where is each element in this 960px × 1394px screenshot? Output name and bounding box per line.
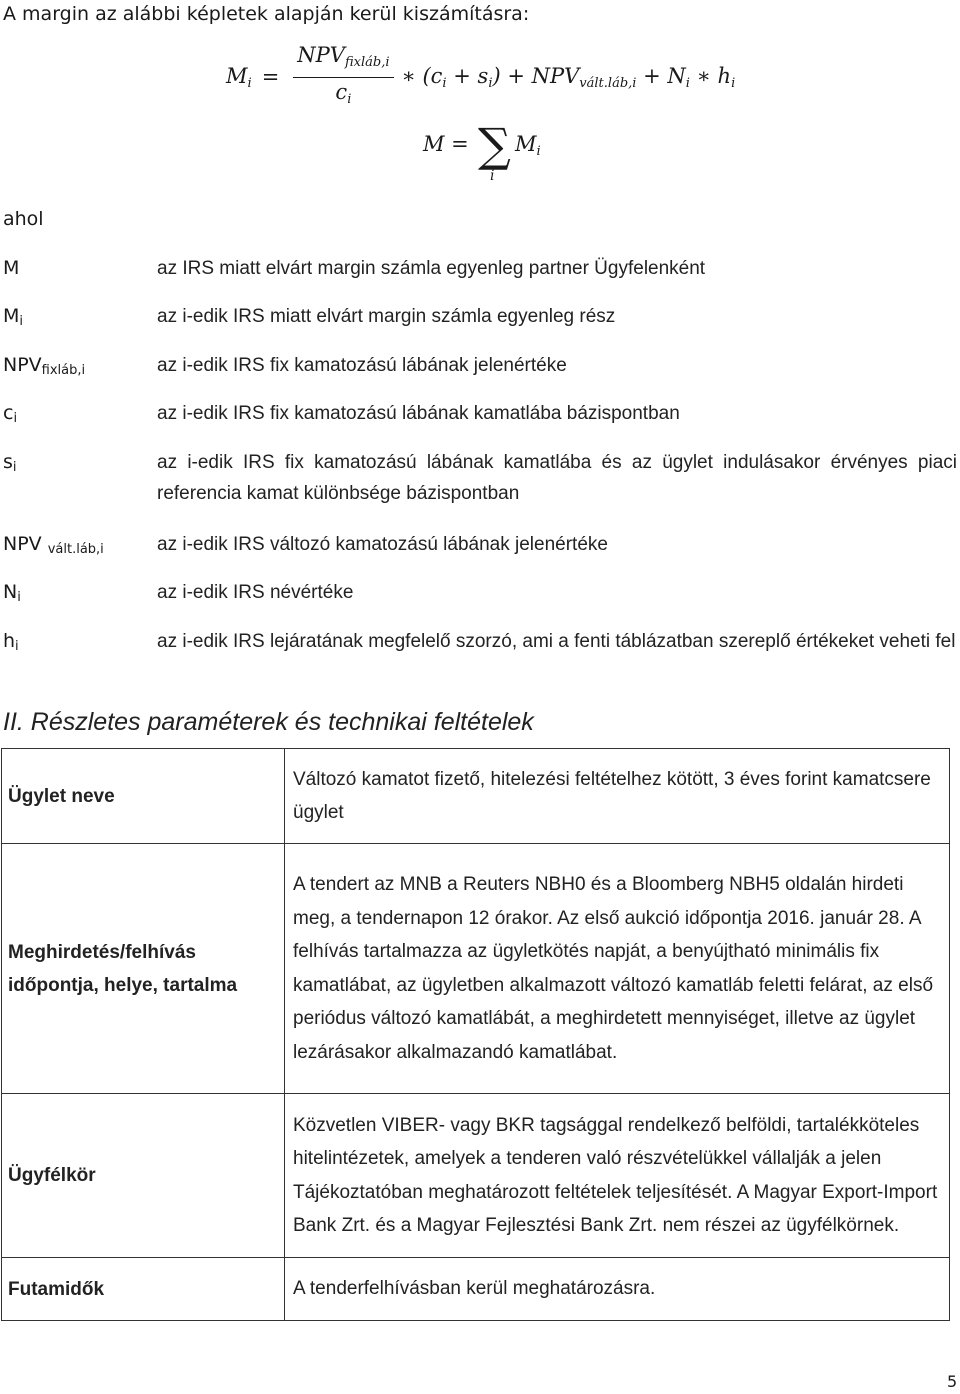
f1-part: + s: [446, 63, 489, 88]
definition-symbol: [3, 352, 85, 384]
symbol-main: h: [3, 630, 16, 652]
definition-text: az i-edik IRS változó kamatozású lábának jelenértéke: [157, 534, 608, 555]
table-row: [2, 1094, 950, 1258]
f2-rhs-symbol: M: [515, 132, 537, 156]
f1-part: ∗ h: [689, 63, 732, 88]
f1-den-symbol: c: [335, 79, 348, 104]
table-row: [2, 844, 950, 1094]
f1-fraction: [293, 42, 393, 113]
param-label: Futamidők: [2, 1258, 285, 1321]
f1-sub: vált.láb,i: [579, 75, 637, 91]
where-label: ahol: [3, 208, 44, 230]
f1-numerator: [293, 42, 393, 78]
symbol-sub: fixláb,i: [41, 363, 86, 378]
symbol-main: s: [3, 451, 13, 473]
definition-text: az i-edik IRS lejáratának megfelelő szorzó, ami a fenti táblázatban szereplő értékeket veheti fel: [157, 631, 956, 652]
sum-symbol: ∑: [478, 118, 511, 172]
symbol-main: M: [3, 257, 20, 279]
param-value: A tenderfelhívásban kerül meghatározásra.: [285, 1258, 950, 1321]
symbol-sub: i: [15, 639, 19, 654]
symbol-sub: i: [17, 590, 21, 605]
f1-lhs: [226, 64, 252, 91]
symbol-main: M: [3, 305, 20, 327]
param-label: Ügyfélkör: [2, 1094, 285, 1258]
definition-text: az i-edik IRS fix kamatozású lábának kamatlába és az ügylet indulásakor érvényes piaci referencia kamat különbsége bázispontban: [157, 452, 957, 504]
page-number: 5: [947, 1372, 958, 1391]
param-value: Változó kamatot fizető, hitelezési feltételhez kötött, 3 éves forint kamatcsere ügylet: [285, 749, 950, 844]
f1-sub: i: [488, 75, 493, 91]
param-label: Ügylet neve: [2, 749, 285, 844]
definition-symbol: [3, 400, 17, 432]
symbol-sub: i: [12, 460, 17, 475]
parameters-table: [1, 748, 950, 1321]
f1-part: ) + NPV: [492, 63, 580, 88]
f1-lhs-sub: i: [247, 75, 252, 91]
param-label: Meghirdetés/felhívás időpontja, helye, tartalma: [2, 844, 285, 1094]
symbol-main: NPV: [3, 354, 42, 376]
symbol-main: NPV: [3, 533, 48, 555]
intro-text: A margin az alábbi képletek alapján kerül kiszámításra:: [3, 3, 530, 25]
f2-lhs: M =: [423, 132, 469, 156]
f1-part: + N: [636, 63, 686, 88]
param-value: Közvetlen VIBER- vagy BKR tagsággal rendelkező belföldi, tartalékköteles hitelintézetek, amelyek a tenderen való részvételükkel vállalják a jelen Tájékoztatóban meghatározott feltételek teljesítését. A Magyar Export-Import Bank Zrt. és a Magyar Fejlesztési Bank Zrt. nem részei az ügyfélkörnek.: [285, 1094, 950, 1258]
definition-text: az IRS miatt elvárt margin számla egyenleg partner Ügyfelenként: [157, 258, 706, 279]
definition-text: az i-edik IRS névértéke: [157, 582, 354, 603]
definition-symbol: [3, 579, 21, 611]
definition-text: az i-edik IRS fix kamatozású lábának jelenértéke: [157, 355, 567, 376]
f1-sub: i: [731, 75, 736, 91]
f1-equals: =: [261, 65, 280, 89]
f1-sub: i: [685, 75, 690, 91]
table-row: [2, 749, 950, 844]
f1-denominator: [335, 78, 351, 113]
margin-formula-individual: [226, 44, 735, 110]
f1-lhs-symbol: M: [226, 63, 248, 88]
f1-sub: i: [442, 75, 447, 91]
f2-rhs: [515, 132, 541, 159]
section-title: II. Részletes paraméterek és technikai feltételek: [3, 708, 534, 736]
f2-rhs-sub: i: [536, 144, 541, 159]
definition-symbol: [3, 531, 104, 563]
symbol-main: c: [3, 402, 14, 424]
symbol-sub: i: [13, 411, 18, 426]
definition-symbol: [3, 449, 17, 481]
f1-num-symbol: NPV: [297, 42, 345, 67]
f1-part: ∗ (c: [401, 63, 443, 88]
definition-text: az i-edik IRS fix kamatozású lábának kamatlába bázispontban: [157, 403, 680, 424]
symbol-sub: i: [19, 314, 24, 329]
sum-index: i: [490, 168, 495, 184]
param-value: A tendert az MNB a Reuters NBH0 és a Bloomberg NBH5 oldalán hirdeti meg, a tendernapon 12 órakor. Az első aukció időpontja 2016. január 28. A felhívás tartalmazza az ügyletkötés napját, a benyújtható minimális fix kamatlábat, az ügyletben alkalmazott változó kamatláb feletti felárat, az első periódus változó kamatlábát, a meghirdetett mennyiséget, illetve az ügylet lezárásakor alkalmazandó kamatlábat.: [285, 844, 950, 1094]
definition-symbol: [3, 303, 23, 335]
definition-text: az i-edik IRS miatt elvárt margin számla egyenleg rész: [157, 306, 616, 327]
symbol-sub: vált.láb,i: [47, 542, 104, 557]
f1-remainder: [402, 64, 736, 91]
f1-num-sub: fixláb,i: [344, 54, 390, 70]
table-row: [2, 1258, 950, 1321]
f1-den-sub: i: [347, 91, 352, 107]
symbol-main: N: [3, 581, 18, 603]
definition-symbol: [3, 628, 19, 660]
definition-symbol: [3, 255, 19, 287]
